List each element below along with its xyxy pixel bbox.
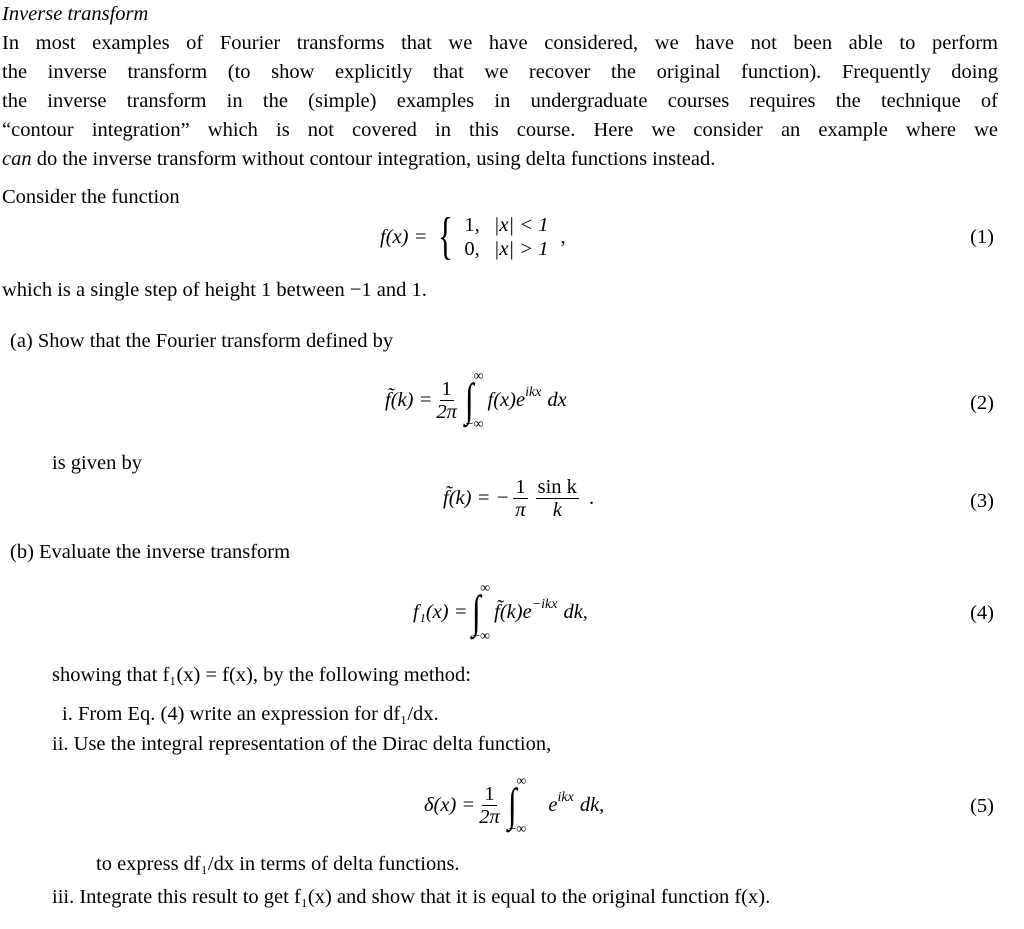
cases: [464, 213, 548, 261]
eq-lhs: δ(x) =: [424, 793, 476, 816]
express-text: to express df₁/dx in terms of delta functions.: [96, 853, 460, 875]
integral: ∫ ∞ −∞: [507, 774, 527, 837]
equation-5: [424, 775, 604, 835]
equation-4: [413, 582, 588, 642]
fraction: [513, 476, 527, 521]
step-iii: iii. Integrate this result to get f₁(x) and show that it is equal to the original function f(x).: [52, 886, 771, 908]
fraction: [479, 783, 500, 828]
method-intro: showing that f₁(x) = f(x), by the following method:: [52, 664, 471, 686]
intro-line: the inverse transform in the (simple) examples in undergraduate courses requires the technique of: [2, 90, 998, 112]
intro-line: [2, 147, 715, 171]
equation-number: (1): [970, 226, 994, 248]
integrand: e: [548, 793, 558, 816]
lower-limit: −∞: [465, 417, 484, 432]
integrand: f(x)e: [487, 388, 526, 411]
integral: ∫ ∞ −∞: [471, 581, 491, 644]
exponent: ikx: [557, 790, 574, 805]
part-a: (a) Show that the Fourier transform defined by: [10, 330, 394, 352]
fraction: [436, 378, 457, 423]
differential: dx: [547, 388, 567, 411]
integrand: f̃(k)e: [494, 600, 532, 623]
equation-number: (4): [970, 602, 994, 624]
given-by-text: is given by: [52, 452, 142, 474]
exponent: ikx: [525, 385, 542, 400]
emphasis: can: [2, 148, 32, 170]
upper-limit: ∞: [480, 581, 491, 596]
numerator: 1: [484, 782, 495, 805]
differential: dk,: [563, 600, 588, 623]
integral: ∫ ∞ −∞: [464, 369, 484, 432]
equation-2: [385, 370, 567, 430]
equation-number: (5): [970, 795, 994, 817]
equation-1: [380, 208, 566, 266]
part-b: (b) Evaluate the inverse transform: [10, 541, 291, 563]
denominator: k: [552, 498, 562, 521]
consider-text: Consider the function: [2, 186, 180, 208]
case-value: 1,: [464, 214, 480, 236]
denominator: 2π: [479, 805, 500, 828]
case-condition: |x| > 1: [493, 238, 549, 260]
exponent: −ikx: [531, 597, 558, 612]
intro-line: In most examples of Fourier transforms that we have considered, we have not been able to perform: [2, 32, 998, 54]
eq-punct: ,: [560, 225, 566, 248]
fraction: [536, 476, 579, 521]
eq-lhs: f₁(x) =: [413, 600, 468, 623]
eq-lhs: f̃(k) = −: [443, 486, 510, 509]
step-i: i. From Eq. (4) write an expression for df₁/dx.: [62, 703, 439, 725]
lower-limit: −∞: [508, 822, 527, 837]
upper-limit: ∞: [473, 369, 484, 384]
differential: dk,: [579, 793, 605, 816]
lower-limit: −∞: [472, 629, 491, 644]
equation-3: [443, 472, 594, 524]
denominator: π: [515, 498, 526, 521]
intro-line: “contour integration” which is not covered in this course. Here we consider an example where we: [2, 119, 998, 141]
upper-limit: ∞: [516, 774, 527, 789]
equation-number: (3): [970, 490, 994, 512]
intro-line: the inverse transform (to show explicitly that we recover the original function). Frequently doing: [2, 61, 998, 83]
equation-number: (2): [970, 392, 994, 414]
numerator: sin k: [537, 475, 577, 498]
step-ii: ii. Use the integral representation of the Dirac delta function,: [52, 733, 552, 755]
step-description: which is a single step of height 1 between −1 and 1.: [2, 279, 427, 301]
brace: {: [438, 208, 454, 265]
intro-text: do the inverse transform without contour integration, using delta functions instead.: [31, 148, 716, 170]
numerator: 1: [441, 377, 452, 400]
eq-lhs: f̃(k) =: [385, 388, 433, 411]
case-value: 0,: [464, 238, 480, 260]
case-condition: |x| < 1: [493, 214, 549, 236]
section-heading: Inverse transform: [2, 3, 149, 25]
numerator: 1: [515, 475, 526, 498]
eq-punct: .: [588, 486, 595, 509]
eq-lhs: f(x) =: [380, 225, 428, 248]
denominator: 2π: [436, 400, 457, 423]
